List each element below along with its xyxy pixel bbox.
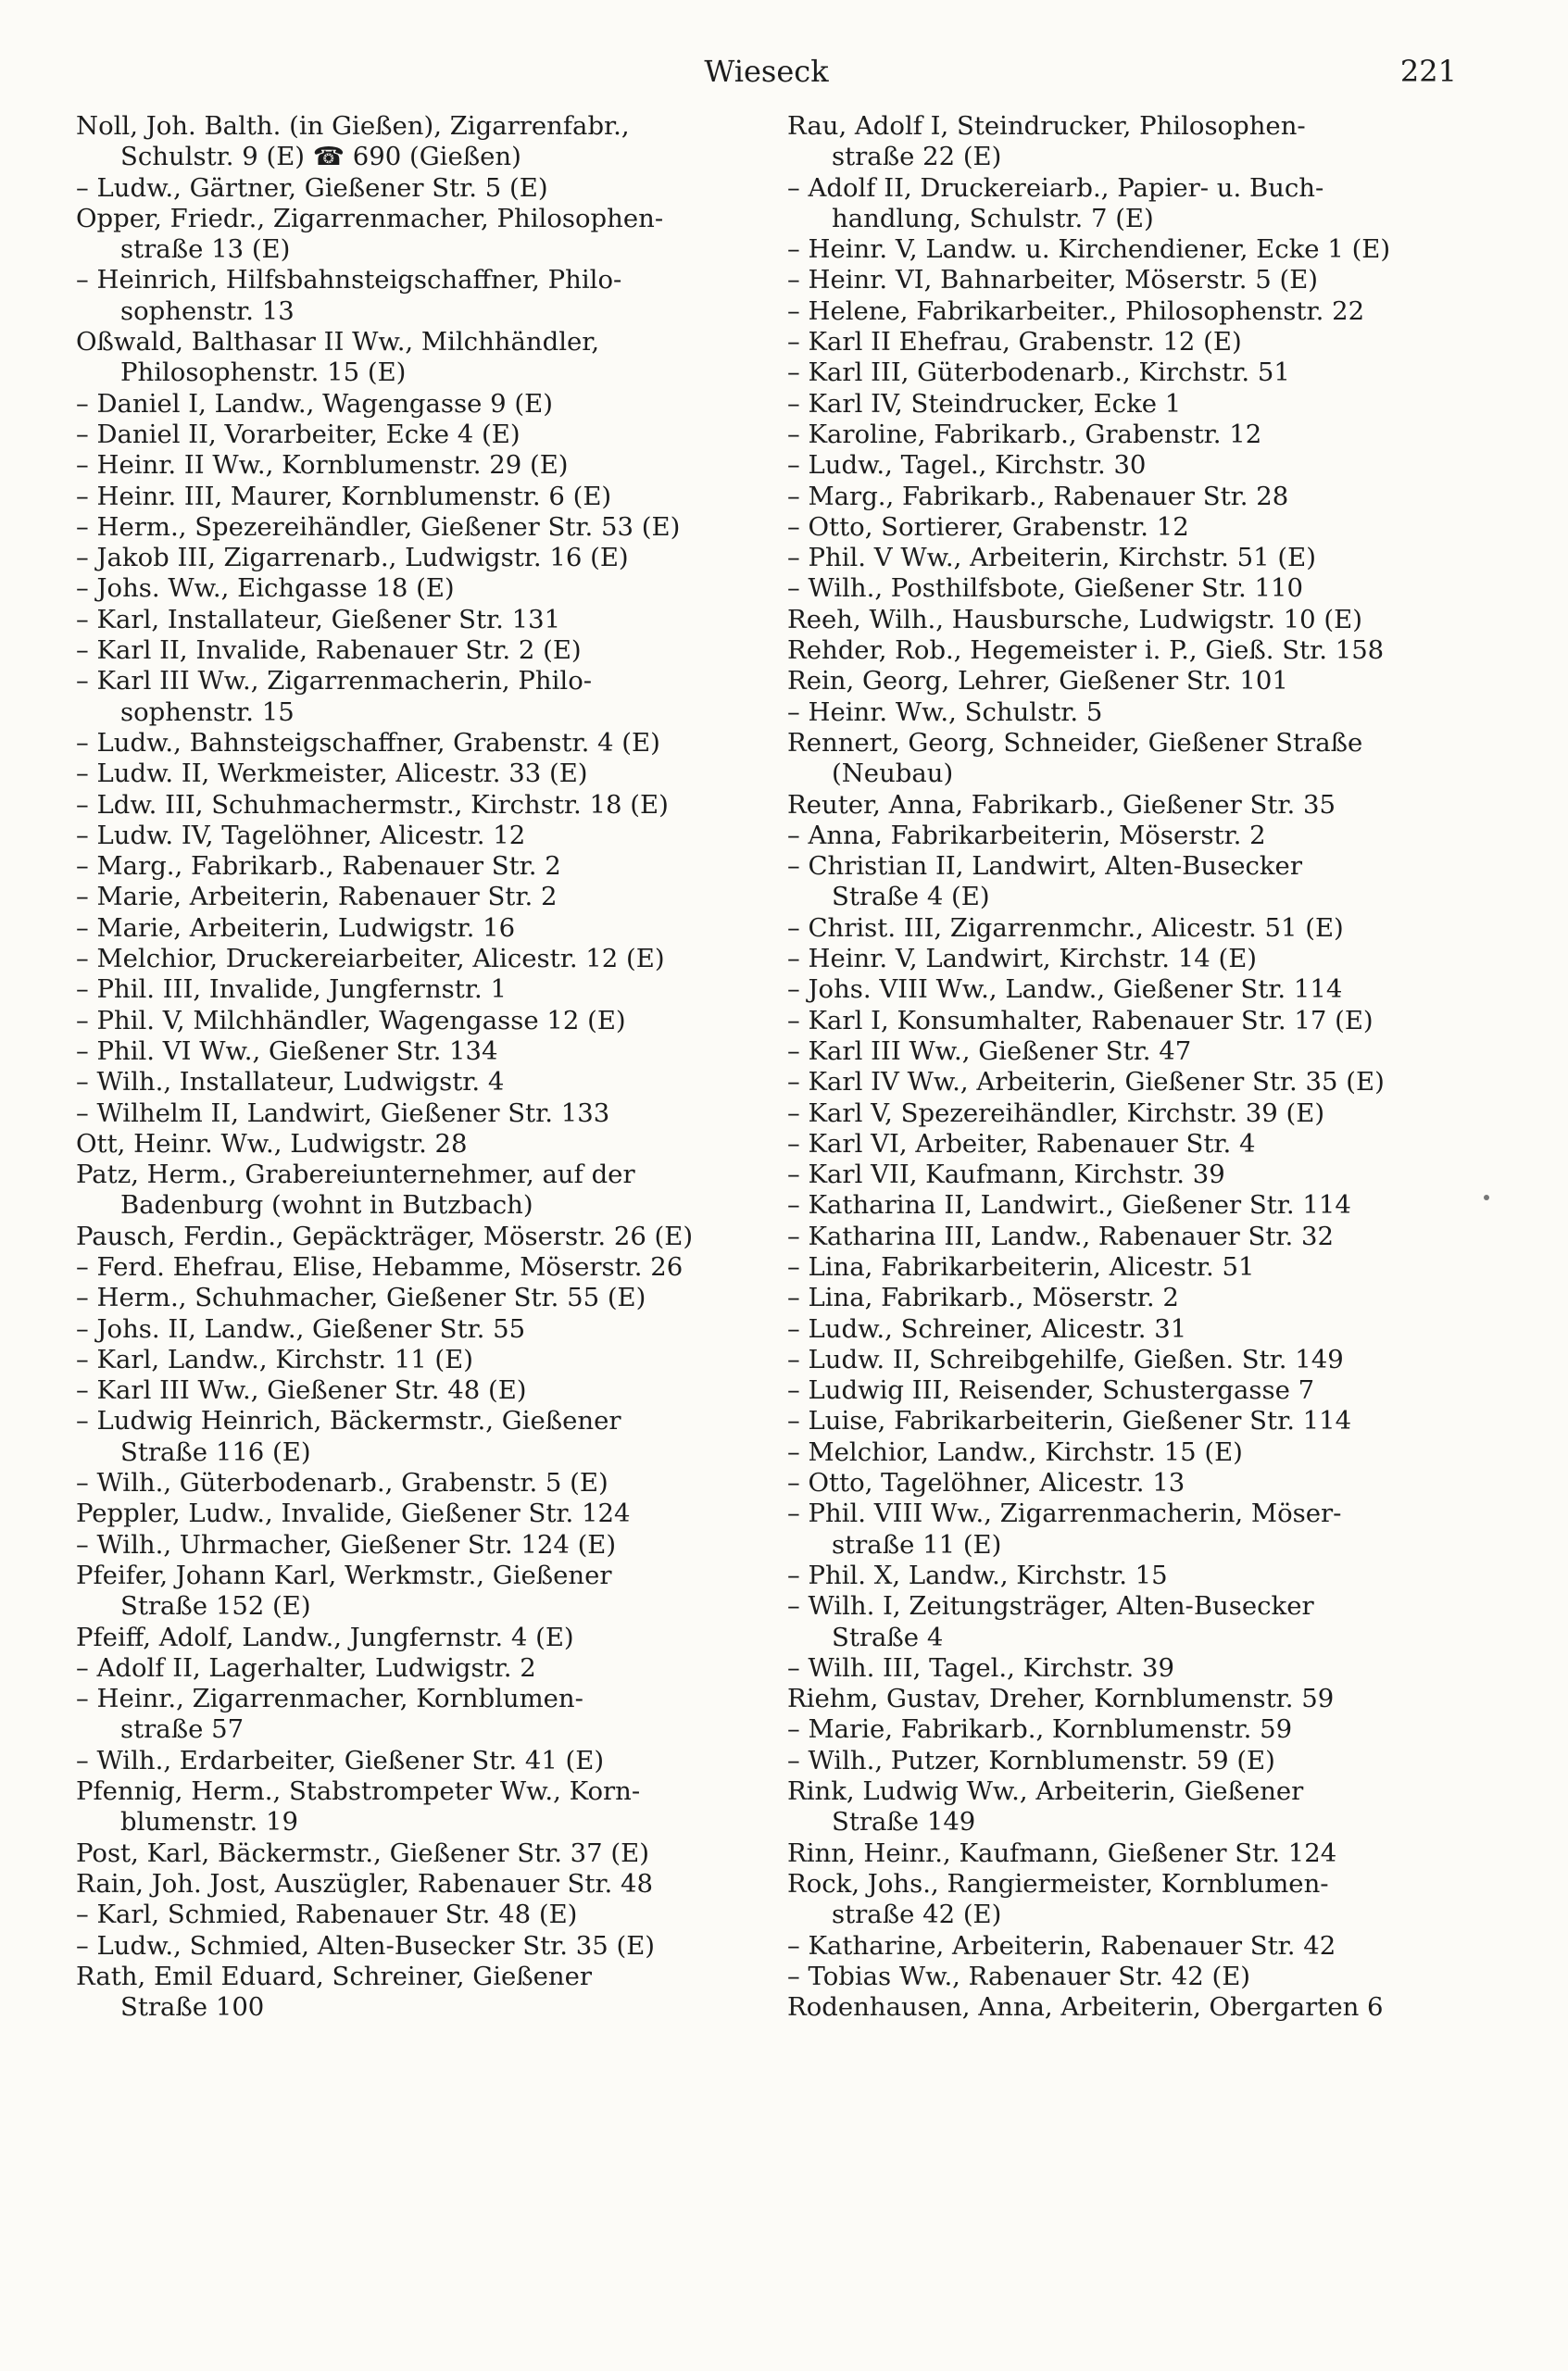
entry-continuation: (Neubau) — [832, 759, 954, 789]
directory-entry: Oßwald, Balthasar II Ww., Milchhändler, — [76, 327, 600, 358]
directory-entry: – Ludw. II, Schreibgehilfe, Gießen. Str. 149 — [787, 1344, 1344, 1374]
directory-entry: – Daniel I, Landw., Wagengasse 9 (E) — [76, 388, 553, 419]
directory-entry: – Phil. V, Milchhändler, Wagengasse 12 (E) — [76, 1005, 626, 1035]
directory-entry: – Katharine, Arbeiterin, Rabenauer Str. 42 — [787, 1930, 1336, 1961]
directory-entry: – Phil. X, Landw., Kirchstr. 15 — [787, 1560, 1168, 1590]
directory-entry: – Heinr. V, Landw. u. Kirchendiener, Ecke 1 (E) — [787, 234, 1391, 265]
entry-continuation: blumenstr. 19 — [120, 1807, 298, 1838]
directory-entry: – Karl III, Güterbodenarb., Kirchstr. 51 — [787, 358, 1290, 388]
directory-entry: Riehm, Gustav, Dreher, Kornblumenstr. 59 — [787, 1684, 1335, 1714]
directory-entry: Pfeiff, Adolf, Landw., Jungfernstr. 4 (E) — [76, 1622, 574, 1652]
directory-entry: – Katharina III, Landw., Rabenauer Str. 32 — [787, 1221, 1335, 1251]
entry-continuation: Badenburg (wohnt in Butzbach) — [120, 1190, 533, 1221]
directory-entry: – Wilh., Installateur, Ludwigstr. 4 — [76, 1067, 505, 1098]
directory-entry: – Karl VII, Kaufmann, Kirchstr. 39 — [787, 1160, 1225, 1190]
directory-entry: Peppler, Ludw., Invalide, Gießener Str. 124 — [76, 1499, 631, 1529]
directory-entry: – Otto, Sortierer, Grabenstr. 12 — [787, 511, 1189, 542]
directory-entry: Reuter, Anna, Fabrikarb., Gießener Str. 35 — [787, 789, 1336, 820]
directory-entry: Rock, Johs., Rangiermeister, Kornblumen- — [787, 1868, 1329, 1899]
directory-entry: – Marie, Arbeiterin, Ludwigstr. 16 — [76, 912, 516, 943]
directory-entry: – Herm., Schuhmacher, Gießener Str. 55 (E) — [76, 1283, 646, 1313]
ink-speck — [1484, 1195, 1489, 1200]
page-header — [76, 54, 1457, 100]
entry-continuation: straße 57 — [120, 1714, 245, 1745]
directory-entry: – Herm., Spezereihändler, Gießener Str. 53 (E) — [76, 511, 681, 542]
directory-entry: – Karl III Ww., Zigarrenmacherin, Philo- — [76, 666, 593, 696]
directory-entry: – Anna, Fabrikarbeiterin, Möserstr. 2 — [787, 820, 1266, 850]
directory-entry: Rehder, Rob., Hegemeister i. P., Gieß. Str. 158 — [787, 635, 1385, 666]
directory-entry: – Marg., Fabrikarb., Rabenauer Str. 28 — [787, 481, 1289, 511]
directory-entry: – Heinr., Zigarrenmacher, Kornblumen- — [76, 1684, 583, 1714]
directory-entry: – Ludw., Gärtner, Gießener Str. 5 (E) — [76, 172, 548, 203]
entry-continuation: straße 11 (E) — [832, 1529, 1002, 1560]
directory-entry: – Wilh. III, Tagel., Kirchstr. 39 — [787, 1652, 1174, 1683]
entry-continuation: straße 42 (E) — [832, 1900, 1002, 1930]
directory-entry: – Heinr. II Ww., Kornblumenstr. 29 (E) — [76, 450, 569, 481]
directory-entry: Rau, Adolf I, Steindrucker, Philosophen- — [787, 111, 1306, 141]
directory-entry: Reeh, Wilh., Hausbursche, Ludwigstr. 10 (E) — [787, 604, 1362, 634]
directory-entry: – Phil. VIII Ww., Zigarrenmacherin, Möser- — [787, 1499, 1342, 1529]
directory-entry: Rath, Emil Eduard, Schreiner, Gießener — [76, 1961, 593, 1991]
directory-entry: – Luise, Fabrikarbeiterin, Gießener Str. 114 — [787, 1406, 1352, 1436]
entry-continuation: Straße 4 — [832, 1622, 944, 1652]
directory-entry: Pausch, Ferdin., Gepäckträger, Möserstr. 26 (E) — [76, 1221, 694, 1251]
directory-entry: – Karl, Schmied, Rabenauer Str. 48 (E) — [76, 1900, 578, 1930]
directory-entry: Opper, Friedr., Zigarrenmacher, Philosophen- — [76, 203, 664, 233]
directory-entry: – Heinr. V, Landwirt, Kirchstr. 14 (E) — [787, 944, 1258, 974]
entry-continuation: straße 13 (E) — [120, 234, 291, 265]
entry-continuation: sophenstr. 15 — [120, 696, 295, 727]
directory-entry: – Ludw. II, Werkmeister, Alicestr. 33 (E) — [76, 759, 588, 789]
directory-entry: – Karl VI, Arbeiter, Rabenauer Str. 4 — [787, 1128, 1256, 1159]
entry-continuation: straße 22 (E) — [832, 142, 1002, 172]
directory-entry: – Wilh., Uhrmacher, Gießener Str. 124 (E) — [76, 1529, 617, 1560]
page-number: 221 — [1399, 54, 1457, 89]
directory-entry: – Otto, Tagelöhner, Alicestr. 13 — [787, 1468, 1185, 1499]
left-column — [76, 111, 743, 2023]
directory-entry: Rain, Joh. Jost, Auszügler, Rabenauer Str. 48 — [76, 1868, 653, 1899]
directory-entry: – Wilh., Putzer, Kornblumenstr. 59 (E) — [787, 1745, 1275, 1775]
directory-entry: – Ldw. III, Schuhmachermstr., Kirchstr. 18 (E) — [76, 789, 669, 820]
directory-entry: – Heinr. III, Maurer, Kornblumenstr. 6 (E) — [76, 481, 612, 511]
directory-entry: – Ludwig Heinrich, Bäckermstr., Gießener — [76, 1406, 621, 1436]
directory-entry: – Ludw., Schmied, Alten-Busecker Str. 35 (E) — [76, 1930, 656, 1961]
directory-entry: – Phil. III, Invalide, Jungfernstr. 1 — [76, 974, 507, 1005]
directory-entry: – Helene, Fabrikarbeiter., Philosophenstr. 22 — [787, 295, 1365, 326]
directory-entry: – Tobias Ww., Rabenauer Str. 42 (E) — [787, 1961, 1251, 1991]
directory-entry: – Ludw. IV, Tagelöhner, Alicestr. 12 — [76, 820, 526, 850]
directory-entry: – Phil. V Ww., Arbeiterin, Kirchstr. 51 (E) — [787, 543, 1316, 573]
directory-entry: Noll, Joh. Balth. (in Gießen), Zigarrenfabr., — [76, 111, 630, 141]
directory-entry: – Karl IV, Steindrucker, Ecke 1 — [787, 388, 1182, 419]
directory-entry: – Johs. Ww., Eichgasse 18 (E) — [76, 573, 455, 604]
directory-entry: – Wilh., Posthilfsbote, Gießener Str. 110 — [787, 573, 1304, 604]
directory-entry: Rinn, Heinr., Kaufmann, Gießener Str. 124 — [787, 1838, 1337, 1868]
directory-entry: – Melchior, Druckereiarbeiter, Alicestr. 12 (E) — [76, 944, 665, 974]
directory-entry: – Karl II Ehefrau, Grabenstr. 12 (E) — [787, 327, 1242, 358]
directory-entry: – Adolf II, Druckereiarb., Papier- u. Buch- — [787, 172, 1324, 203]
directory-entry: – Johs. II, Landw., Gießener Str. 55 — [76, 1313, 526, 1344]
entry-continuation: Straße 152 (E) — [120, 1591, 311, 1622]
directory-entry: – Karl III Ww., Gießener Str. 47 — [787, 1035, 1192, 1066]
directory-entry: – Lina, Fabrikarbeiterin, Alicestr. 51 — [787, 1251, 1255, 1282]
directory-entry: Rein, Georg, Lehrer, Gießener Str. 101 — [787, 666, 1288, 696]
right-column — [787, 111, 1454, 2023]
directory-entry: – Lina, Fabrikarb., Möserstr. 2 — [787, 1283, 1179, 1313]
directory-entry: – Wilh. I, Zeitungsträger, Alten-Busecker — [787, 1591, 1314, 1622]
entry-continuation: handlung, Schulstr. 7 (E) — [832, 203, 1154, 233]
directory-entry: – Johs. VIII Ww., Landw., Gießener Str. 114 — [787, 974, 1343, 1005]
directory-entry: Rink, Ludwig Ww., Arbeiterin, Gießener — [787, 1776, 1304, 1807]
directory-entry: – Karl II, Invalide, Rabenauer Str. 2 (E) — [76, 635, 582, 666]
directory-entry: – Ludw., Tagel., Kirchstr. 30 — [787, 450, 1147, 481]
directory-entry: – Daniel II, Vorarbeiter, Ecke 4 (E) — [76, 419, 521, 449]
directory-entry: – Wilh., Erdarbeiter, Gießener Str. 41 (E) — [76, 1745, 605, 1775]
entry-continuation: Straße 149 — [832, 1807, 976, 1838]
directory-entry: – Karl IV Ww., Arbeiterin, Gießener Str. 35 (E) — [787, 1067, 1385, 1098]
directory-entry: – Karoline, Fabrikarb., Grabenstr. 12 — [787, 419, 1262, 449]
directory-entry: Pfennig, Herm., Stabstrompeter Ww., Korn- — [76, 1776, 641, 1807]
directory-entry: Rennert, Georg, Schneider, Gießener Straße — [787, 727, 1363, 758]
directory-entry: – Karl V, Spezereihändler, Kirchstr. 39 (E) — [787, 1098, 1325, 1128]
directory-entry: – Phil. VI Ww., Gießener Str. 134 — [76, 1035, 498, 1066]
directory-entry: – Karl III Ww., Gießener Str. 48 (E) — [76, 1375, 527, 1406]
directory-entry: – Wilhelm II, Landwirt, Gießener Str. 133 — [76, 1098, 610, 1128]
directory-entry: – Heinr. Ww., Schulstr. 5 — [787, 696, 1103, 727]
directory-entry: – Adolf II, Lagerhalter, Ludwigstr. 2 — [76, 1652, 536, 1683]
directory-entry: – Heinrich, Hilfsbahnsteigschaffner, Philo- — [76, 265, 622, 295]
directory-entry: Post, Karl, Bäckermstr., Gießener Str. 37 (E) — [76, 1838, 649, 1868]
directory-entry: – Heinr. VI, Bahnarbeiter, Möserstr. 5 (E) — [787, 265, 1319, 295]
directory-entry: – Melchior, Landw., Kirchstr. 15 (E) — [787, 1436, 1243, 1467]
directory-entry: – Katharina II, Landwirt., Gießener Str. 114 — [787, 1190, 1351, 1221]
directory-entry: – Karl, Installateur, Gießener Str. 131 — [76, 604, 561, 634]
directory-entry: – Wilh., Güterbodenarb., Grabenstr. 5 (E) — [76, 1468, 608, 1499]
entry-continuation: Straße 4 (E) — [832, 882, 990, 912]
directory-entry: Ott, Heinr. Ww., Ludwigstr. 28 — [76, 1128, 468, 1159]
entry-continuation: Philosophenstr. 15 (E) — [120, 358, 407, 388]
entry-continuation: Schulstr. 9 (E) ☎ 690 (Gießen) — [120, 142, 521, 172]
directory-entry: – Jakob III, Zigarrenarb., Ludwigstr. 16 (E) — [76, 543, 629, 573]
directory-entry: – Karl, Landw., Kirchstr. 11 (E) — [76, 1344, 473, 1374]
entry-continuation: Straße 100 — [120, 1992, 265, 2023]
directory-entry: – Karl I, Konsumhalter, Rabenauer Str. 17 (E) — [787, 1005, 1374, 1035]
directory-entry: Patz, Herm., Grabereiunternehmer, auf der — [76, 1160, 635, 1190]
directory-entry: Pfeifer, Johann Karl, Werkmstr., Gießener — [76, 1560, 612, 1590]
page-title: Wieseck — [704, 54, 829, 89]
directory-entry: – Christian II, Landwirt, Alten-Busecker — [787, 851, 1302, 882]
entry-continuation: Straße 116 (E) — [120, 1436, 311, 1467]
directory-entry: Rodenhausen, Anna, Arbeiterin, Obergarten 6 — [787, 1992, 1384, 2023]
directory-entry: – Christ. III, Zigarrenmchr., Alicestr. 51 (E) — [787, 912, 1344, 943]
directory-entry: – Marg., Fabrikarb., Rabenauer Str. 2 — [76, 851, 561, 882]
directory-entry: – Ludw., Bahnsteigschaffner, Grabenstr. 4 (E) — [76, 727, 660, 758]
directory-entry: – Marie, Arbeiterin, Rabenauer Str. 2 — [76, 882, 558, 912]
directory-entry: – Marie, Fabrikarb., Kornblumenstr. 59 — [787, 1714, 1293, 1745]
entry-continuation: sophenstr. 13 — [120, 295, 295, 326]
directory-entry: – Ludwig III, Reisender, Schustergasse 7 — [787, 1375, 1315, 1406]
directory-entry: – Ludw., Schreiner, Alicestr. 31 — [787, 1313, 1187, 1344]
directory-entry: – Ferd. Ehefrau, Elise, Hebamme, Möserstr. 26 — [76, 1251, 684, 1282]
